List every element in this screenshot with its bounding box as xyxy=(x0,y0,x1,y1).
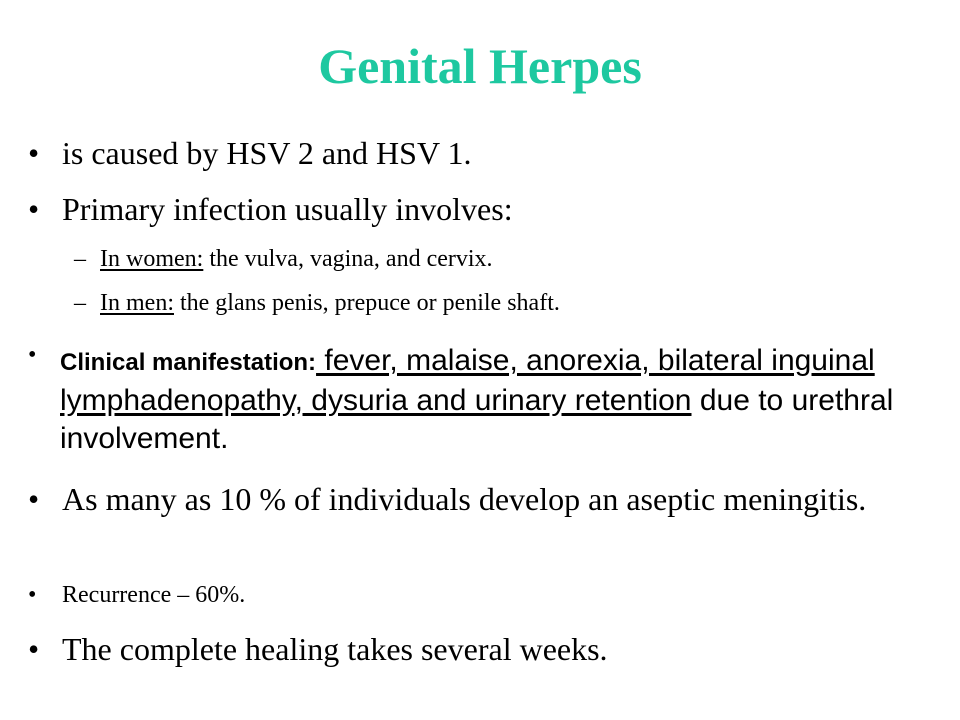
bullet-text: The complete healing takes several weeks. xyxy=(62,631,608,667)
bullet-text: Recurrence – 60%. xyxy=(62,582,246,608)
sub-item-label: In men: xyxy=(100,290,174,316)
clinical-label: Clinical manifestation: xyxy=(60,349,317,376)
bullet-marker: • xyxy=(28,481,40,517)
sub-item-body: the vulva, vagina, and cervix. xyxy=(203,246,493,272)
bullet-text: As many as 10 % of individuals develop an aseptic meningitis. xyxy=(62,481,867,517)
sub-item-text xyxy=(100,288,560,318)
bullet-marker: • xyxy=(28,342,37,368)
sub-item-text xyxy=(100,244,493,274)
bullet-marker: • xyxy=(28,135,40,171)
bullet-marker: • xyxy=(28,631,40,667)
bullet-text: is caused by HSV 2 and HSV 1. xyxy=(62,135,472,171)
dash-marker: – xyxy=(74,246,86,272)
bullet-text: Primary infection usually involves: xyxy=(62,191,513,227)
clinical-rest: due to urethral involvement. xyxy=(60,384,894,455)
dash-marker: – xyxy=(74,290,86,316)
sub-item-label: In women: xyxy=(100,246,204,272)
bullet-marker: • xyxy=(28,191,40,227)
bullet-marker: • xyxy=(28,582,37,608)
slide-title: Genital Herpes xyxy=(318,38,642,94)
clinical-symptoms: fever, malaise, anorexia, bilateral inguinal lymphadenopathy, dysuria and urinary retention xyxy=(60,344,875,417)
sub-item-body: the glans penis, prepuce or penile shaft. xyxy=(173,290,560,316)
clinical-text xyxy=(60,342,900,458)
